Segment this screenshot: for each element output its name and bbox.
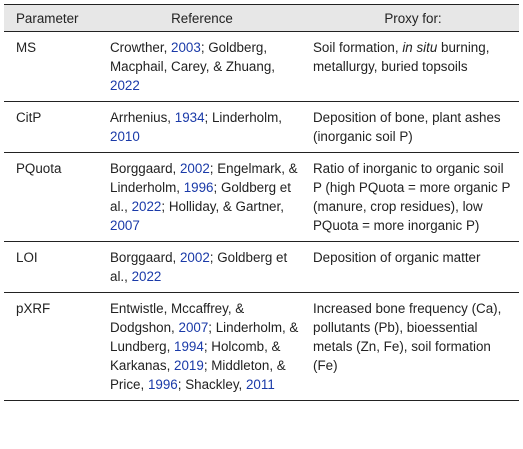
header-row bbox=[4, 5, 519, 32]
text-run: Ratio of inorganic to organic soil P (high PQuota = more organic P (manure, crop residues), low PQuota = more inorganic P) bbox=[313, 161, 511, 233]
table-row bbox=[4, 32, 519, 102]
text-run: ; Linderholm, bbox=[204, 110, 282, 125]
text-run: ; Engelmark, & Linderholm, bbox=[110, 161, 298, 195]
citation-year-link[interactable]: 2011 bbox=[245, 377, 275, 392]
text-run: ; Goldberg et al., bbox=[110, 250, 288, 284]
parameter-cell: CitP bbox=[4, 102, 97, 153]
table-row bbox=[4, 102, 519, 153]
text-run: Deposition of bone, plant ashes (inorganic soil P) bbox=[313, 110, 501, 144]
reference-cell bbox=[97, 153, 307, 242]
text-run: Borggaard, bbox=[110, 250, 180, 265]
citation-year-link[interactable]: 2022 bbox=[131, 269, 162, 284]
text-run: Crowther, bbox=[110, 40, 172, 55]
citation-year-link[interactable]: 2007 bbox=[110, 218, 140, 233]
citation-year-link[interactable]: 1994 bbox=[174, 339, 204, 354]
proxy-cell bbox=[307, 153, 519, 242]
text-run: Increased bone frequency (Ca), pollutants (Pb), bioessential metals (Zn, Fe), soil formation (Fe) bbox=[313, 301, 502, 373]
reference-cell bbox=[97, 32, 307, 102]
citation-year-link[interactable]: 1934 bbox=[174, 110, 205, 125]
proxy-cell bbox=[307, 293, 519, 401]
proxy-cell bbox=[307, 242, 519, 293]
citation-year-link[interactable]: 1996 bbox=[183, 180, 214, 195]
citation-year-link[interactable]: 2022 bbox=[110, 78, 140, 93]
parameter-cell: LOI bbox=[4, 242, 97, 293]
parameter-cell: MS bbox=[4, 32, 97, 102]
citation-year-link[interactable]: 2010 bbox=[110, 129, 140, 144]
proxy-cell bbox=[307, 102, 519, 153]
text-run: Soil formation, bbox=[313, 40, 403, 55]
parameter-cell: PQuota bbox=[4, 153, 97, 242]
text-run: ; Linderholm, & Lundberg, bbox=[110, 320, 299, 354]
proxy-cell bbox=[307, 32, 519, 102]
header-proxy: Proxy for: bbox=[307, 5, 519, 32]
citation-year-link[interactable]: 2019 bbox=[174, 358, 204, 373]
parameter-cell: pXRF bbox=[4, 293, 97, 401]
reference-cell bbox=[97, 102, 307, 153]
citation-year-link[interactable]: 1996 bbox=[147, 377, 178, 392]
text-run: ; Holliday, & Gartner, bbox=[161, 199, 284, 214]
data-table bbox=[4, 4, 519, 401]
text-run: Entwistle, Mccaffrey, & Dodgshon, bbox=[110, 301, 245, 335]
citation-year-link[interactable]: 2007 bbox=[178, 320, 209, 335]
text-run: ; Goldberg et al., bbox=[110, 180, 291, 214]
text-run: Arrhenius, bbox=[110, 110, 175, 125]
text-run: ; Shackley, bbox=[177, 377, 246, 392]
header-parameter: Parameter bbox=[4, 5, 97, 32]
reference-cell bbox=[97, 293, 307, 401]
table-body bbox=[4, 32, 519, 401]
citation-year-link[interactable]: 2002 bbox=[179, 161, 210, 176]
text-run: Deposition of organic matter bbox=[313, 250, 481, 265]
text-run: Borggaard, bbox=[110, 161, 180, 176]
reference-cell bbox=[97, 242, 307, 293]
table-row bbox=[4, 242, 519, 293]
header-reference: Reference bbox=[97, 5, 307, 32]
citation-year-link[interactable]: 2003 bbox=[171, 40, 201, 55]
text-run: burning, metallurgy, buried topsoils bbox=[313, 40, 490, 74]
citation-year-link[interactable]: 2022 bbox=[131, 199, 162, 214]
italic-text: in situ bbox=[402, 40, 438, 55]
table-row bbox=[4, 293, 519, 401]
text-run: ; Holcomb, & Karkanas, bbox=[110, 339, 281, 373]
table-row bbox=[4, 153, 519, 242]
citation-year-link[interactable]: 2002 bbox=[179, 250, 210, 265]
text-run: ; Goldberg, Macphail, Carey, & Zhuang, bbox=[110, 40, 275, 74]
text-run: ; Middleton, & Price, bbox=[110, 358, 286, 392]
